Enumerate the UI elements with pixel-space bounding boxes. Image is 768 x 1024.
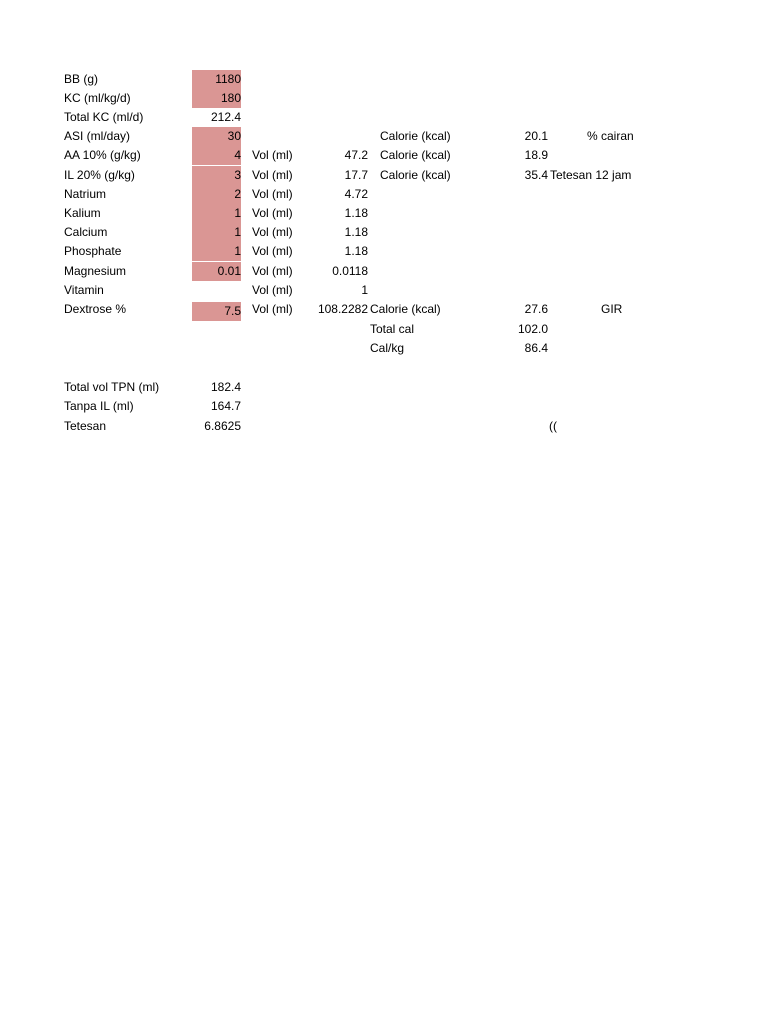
row-label-kalium: Kalium bbox=[64, 206, 101, 220]
total-cal-value[interactable]: 102.0 bbox=[517, 322, 548, 336]
input-cell-magnesium[interactable]: 0.01 bbox=[192, 262, 241, 281]
vol-value-kalium[interactable]: 1.18 bbox=[344, 206, 368, 220]
vol-value-vitamin[interactable]: 1 bbox=[361, 283, 368, 297]
tetesan-label: Tetesan bbox=[64, 419, 107, 433]
vol-value-calcium[interactable]: 1.18 bbox=[344, 225, 368, 239]
vol-label-il: Vol (ml) bbox=[252, 168, 293, 182]
total-cal-label: Total cal bbox=[370, 322, 415, 336]
vol-label-natrium: Vol (ml) bbox=[252, 187, 293, 201]
calorie-label-dextrose: Calorie (kcal) bbox=[370, 302, 441, 316]
row-label-vitamin: Vitamin bbox=[64, 283, 104, 297]
vol-value-natrium[interactable]: 4.72 bbox=[344, 187, 368, 201]
tetesan-value[interactable]: 6.8625 bbox=[204, 419, 241, 433]
vol-label-calcium: Vol (ml) bbox=[252, 225, 293, 239]
input-cell-natrium[interactable]: 2 bbox=[192, 185, 241, 204]
input-cell-calcium[interactable]: 1 bbox=[192, 223, 241, 242]
row-label-natrium: Natrium bbox=[64, 187, 107, 201]
calorie-label-asi: Calorie (kcal) bbox=[380, 129, 451, 143]
vol-label-magnesium: Vol (ml) bbox=[252, 264, 293, 278]
input-cell-asi[interactable]: 30 bbox=[192, 127, 241, 146]
vol-label-aa: Vol (ml) bbox=[252, 148, 293, 162]
note-tetesan-12-jam: Tetesan 12 jam bbox=[550, 168, 632, 182]
row-label-asi: ASI (ml/day) bbox=[64, 129, 131, 143]
calorie-value-asi[interactable]: 20.1 bbox=[524, 129, 548, 143]
row-label-magnesium: Magnesium bbox=[64, 264, 127, 278]
calorie-value-dextrose[interactable]: 27.6 bbox=[524, 302, 548, 316]
tetesan-note[interactable]: (( bbox=[549, 419, 557, 433]
vol-value-dextrose[interactable]: 108.2282 bbox=[317, 302, 368, 316]
calorie-value-il[interactable]: 35.4 bbox=[524, 168, 548, 182]
tanpa-il-value[interactable]: 164.7 bbox=[210, 399, 241, 413]
total-vol-tpn-value[interactable]: 182.4 bbox=[210, 380, 241, 394]
input-cell-kalium[interactable]: 1 bbox=[192, 204, 241, 223]
input-cell-aa[interactable]: 4 bbox=[192, 146, 241, 165]
cal-per-kg-label: Cal/kg bbox=[370, 341, 405, 355]
vol-label-kalium: Vol (ml) bbox=[252, 206, 293, 220]
vol-label-phosphate: Vol (ml) bbox=[252, 244, 293, 258]
input-cell-dextrose[interactable]: 7.5 bbox=[192, 302, 241, 321]
input-cell-il[interactable]: 3 bbox=[192, 166, 241, 185]
tanpa-il-label: Tanpa IL (ml) bbox=[64, 399, 134, 413]
calorie-value-aa[interactable]: 18.9 bbox=[524, 148, 548, 162]
row-label-aa: AA 10% (g/kg) bbox=[64, 148, 141, 162]
input-cell-phosphate[interactable]: 1 bbox=[192, 242, 241, 261]
value-cell-total-kc[interactable]: 212.4 bbox=[210, 110, 241, 124]
row-label-il: IL 20% (g/kg) bbox=[64, 168, 135, 182]
vol-value-il[interactable]: 17.7 bbox=[344, 168, 368, 182]
row-label-total-kc: Total KC (ml/d) bbox=[64, 110, 144, 124]
row-label-kc: KC (ml/kg/d) bbox=[64, 91, 131, 105]
vol-value-magnesium[interactable]: 0.0118 bbox=[332, 264, 368, 278]
vol-label-vitamin: Vol (ml) bbox=[252, 283, 293, 297]
note-gir: GIR bbox=[601, 302, 623, 316]
cal-per-kg-value[interactable]: 86.4 bbox=[524, 341, 548, 355]
vol-value-aa[interactable]: 47.2 bbox=[344, 148, 368, 162]
note-cairan: % cairan bbox=[587, 129, 634, 143]
calorie-label-aa: Calorie (kcal) bbox=[380, 148, 451, 162]
input-cell-kc[interactable]: 180 bbox=[192, 89, 241, 108]
row-label-bb: BB (g) bbox=[64, 72, 99, 86]
total-vol-tpn-label: Total vol TPN (ml) bbox=[64, 380, 160, 394]
input-cell-bb[interactable]: 1180 bbox=[192, 70, 241, 89]
row-label-phosphate: Phosphate bbox=[64, 244, 122, 258]
calorie-label-il: Calorie (kcal) bbox=[380, 168, 451, 182]
row-label-dextrose: Dextrose % bbox=[64, 302, 127, 316]
vol-value-phosphate[interactable]: 1.18 bbox=[344, 244, 368, 258]
vol-label-dextrose: Vol (ml) bbox=[252, 302, 293, 316]
row-label-calcium: Calcium bbox=[64, 225, 108, 239]
